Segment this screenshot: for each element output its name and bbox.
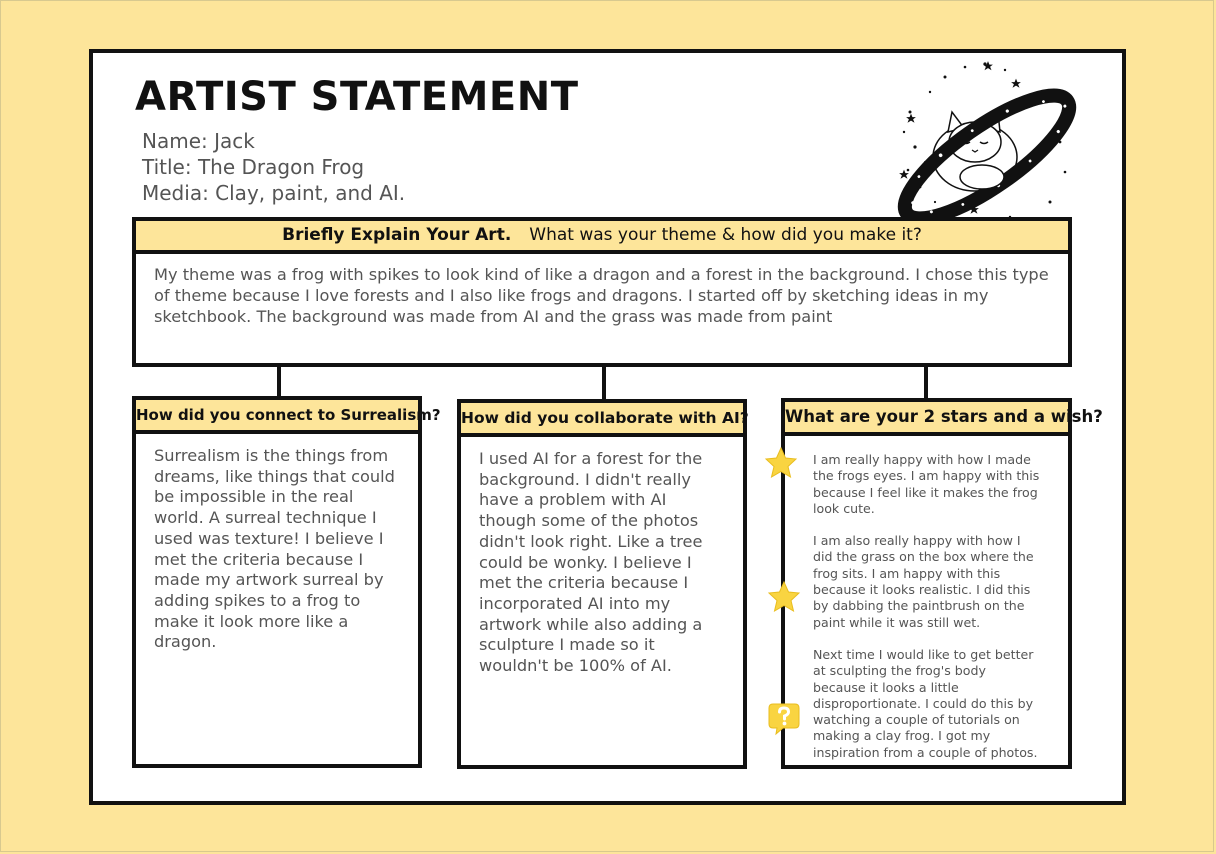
stars-and-wish-heading: What are your 2 stars and a wish?	[785, 402, 1068, 436]
ai-collaboration-section	[457, 399, 747, 769]
connector-line	[602, 367, 606, 399]
explain-art-section	[132, 217, 1072, 367]
explain-art-heading: Briefly Explain Your Art.	[282, 225, 512, 245]
first-star-text: I am really happy with how I made the frogs eyes. I am happy with this because I feel like it makes the frog look cute.	[813, 452, 1040, 516]
ai-collaboration-heading: How did you collaborate with AI?	[461, 403, 743, 437]
page-title: ARTIST STATEMENT	[135, 74, 579, 120]
explain-art-header	[136, 221, 1068, 254]
surrealism-heading: How did you connect to Surrealism?	[136, 400, 418, 434]
explain-art-question: What was your theme & how did you make it?	[529, 225, 922, 245]
star-icon	[767, 580, 801, 614]
artist-name: Name: Jack	[142, 129, 255, 153]
artist-info	[142, 128, 405, 206]
stars-and-wish-section	[781, 398, 1103, 769]
second-star-text: I am also really happy with how I did the grass on the box where the frog sits. I am happy with this because it looks realistic. I did this by dabbing the paintbrush on the paint while it was still wet.	[813, 533, 1034, 630]
artwork-media: Media: Clay, paint, and AI.	[142, 181, 406, 205]
celestial-cat-illustration	[890, 52, 1085, 230]
connector-line	[924, 367, 928, 399]
connector-line	[277, 367, 281, 399]
surrealism-text: Surrealism is the things from dreams, like things that could be impossible in the real world. A surreal technique I used was texture! I believe I met the criteria because I made my artwork surreal by adding spikes to a frog to make it look more like a dragon.	[154, 446, 395, 652]
wish-text: Next time I would like to get better at sculpting the frog's body because it looks a little disproportionate. I could do this by watching a couple of tutorials on making a clay frog. I got my inspiration from a couple of photos.	[813, 646, 1038, 760]
star-icon	[764, 446, 798, 480]
explain-art-text: My theme was a frog with spikes to look kind of like a dragon and a forest in the background. I chose this type of theme because I love forests and I also like frogs and dragons. I started off by sketching ideas in my sketchbook. The background was made from AI and the grass was made from paint	[154, 265, 1049, 326]
surrealism-section	[132, 396, 441, 768]
stars-and-wish-text	[785, 436, 1068, 761]
ai-collaboration-text: I used AI for a forest for the background. I didn't really have a problem with AI though some of the photos didn't look right. Like a tree could be wonky. I believe I met the criteria because I incorporated AI into my artwork while also adding a sculpture I made so it wouldn't be 100% of AI.	[479, 449, 703, 676]
artwork-title: Title: The Dragon Frog	[142, 155, 365, 179]
question-bubble-icon	[767, 700, 801, 736]
